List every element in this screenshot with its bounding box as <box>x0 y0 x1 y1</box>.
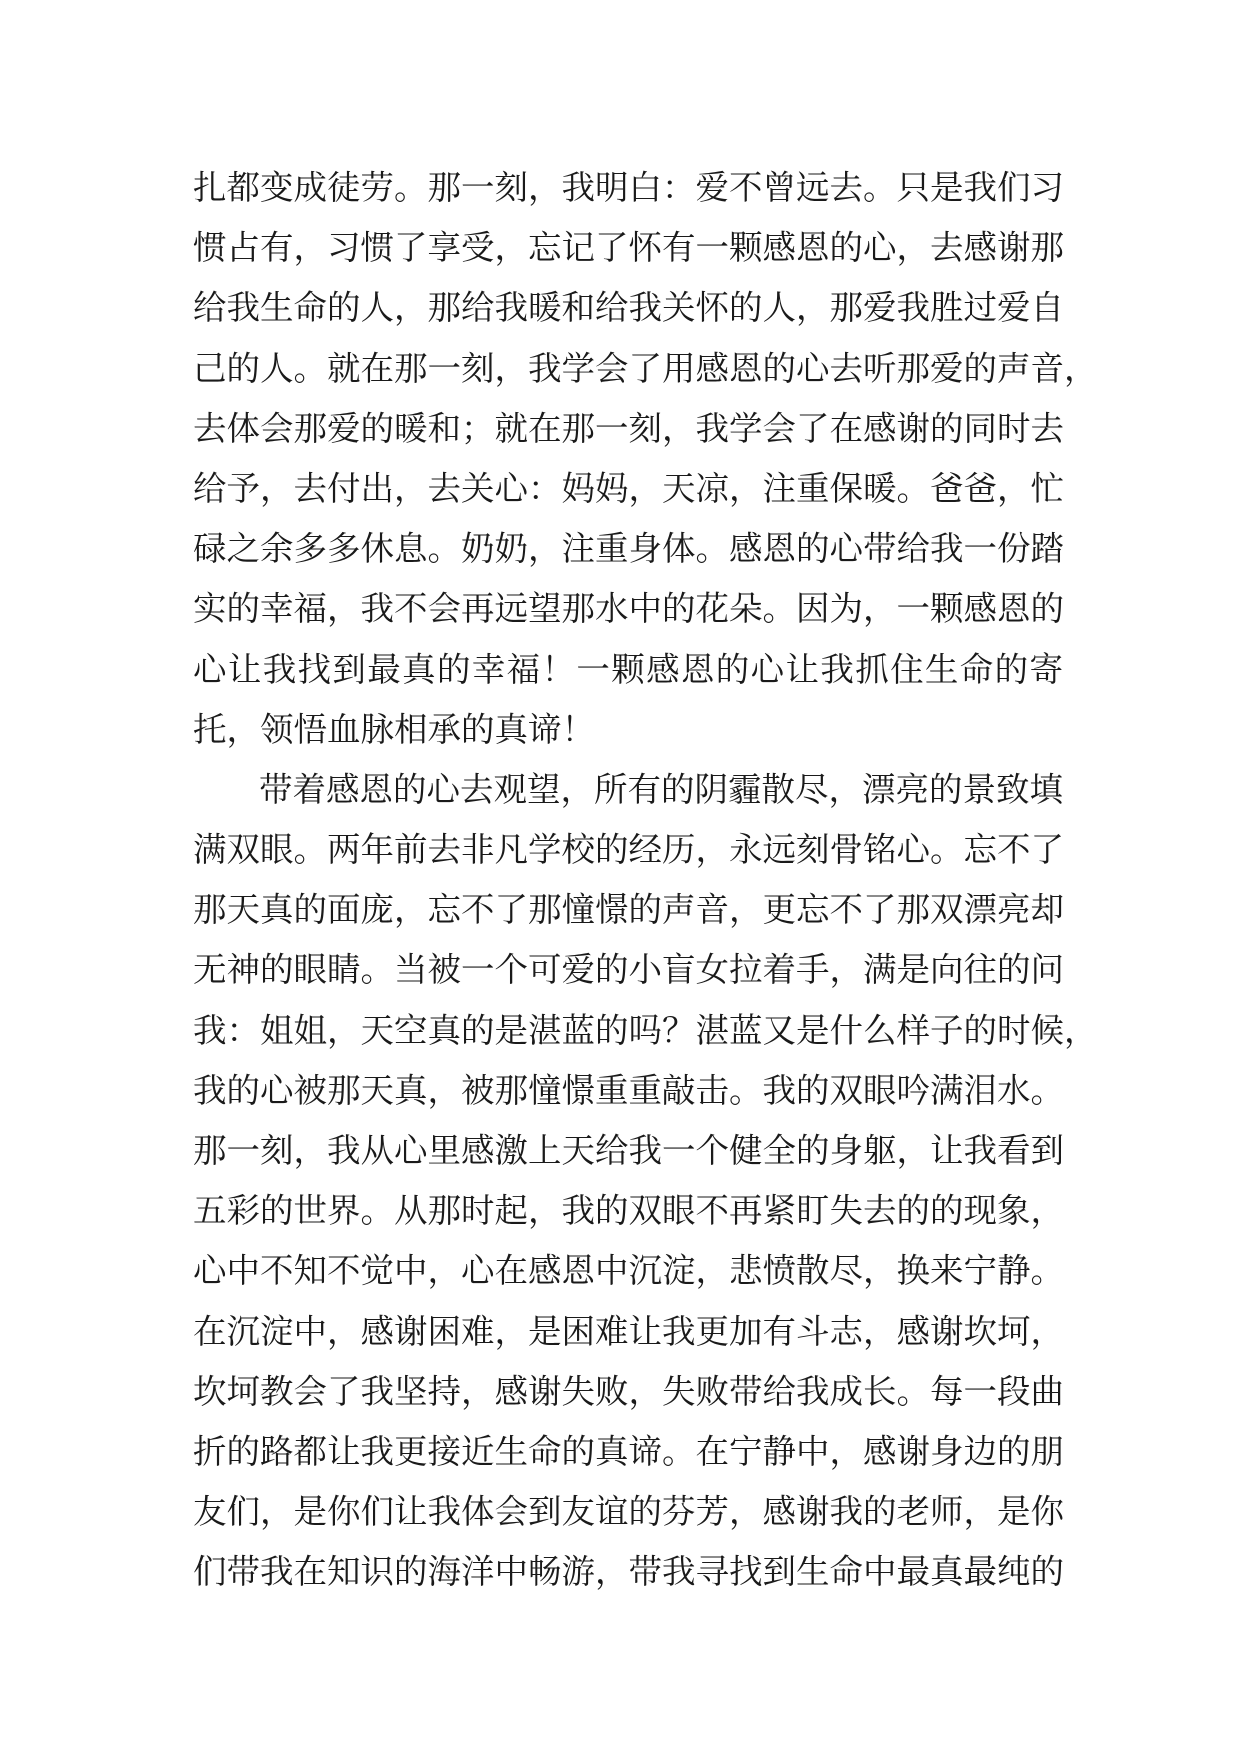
text-line: 无神的眼睛。当被一个可爱的小盲女拉着手，满是向往的问 <box>193 950 1064 990</box>
text-line: 折的路都让我更接近生命的真谛。在宁静中，感谢身边的朋 <box>193 1431 1064 1471</box>
text-line: 碌之余多多休息。奶奶，注重身体。感恩的心带给我一份踏 <box>193 529 1064 569</box>
text-line: 实的幸福，我不会再远望那水中的花朵。因为，一颗感恩的 <box>193 589 1064 629</box>
paragraph-end-line: 托，领悟血脉相承的真谛！ <box>193 709 595 749</box>
paragraph-first-line: 带着感恩的心去观望，所有的阴霾散尽，漂亮的景致填 <box>259 769 1063 809</box>
text-line: 扎都变成徒劳。那一刻，我明白：爱不曾远去。只是我们习 <box>193 168 1064 207</box>
text-line: 惯占有，习惯了享受，忘记了怀有一颗感恩的心，去感谢那 <box>193 228 1064 268</box>
text-line: 友们，是你们让我体会到友谊的芬芳，感谢我的老师，是你 <box>193 1492 1064 1532</box>
text-line: 那天真的面庞，忘不了那憧憬的声音，更忘不了那双漂亮却 <box>193 890 1064 930</box>
text-line: 我的心被那天真，被那憧憬重重敲击。我的双眼吟满泪水。 <box>193 1070 1064 1110</box>
text-line: 给我生命的人，那给我暖和给我关怀的人，那爱我胜过爱自 <box>193 288 1064 328</box>
text-line: 己的人。就在那一刻，我学会了用感恩的心去听那爱的声音， <box>193 348 1098 388</box>
text-line: 那一刻，我从心里感激上天给我一个健全的身躯，让我看到 <box>193 1131 1064 1170</box>
text-line: 坎坷教会了我坚持，感谢失败，失败带给我成长。每一段曲 <box>193 1371 1064 1411</box>
text-line: 给予，去付出，去关心：妈妈，天凉，注重保暖。爸爸，忙 <box>193 468 1064 508</box>
text-line: 满双眼。两年前去非凡学校的经历，永远刻骨铭心。忘不了 <box>193 830 1064 870</box>
text-line: 五彩的世界。从那时起，我的双眼不再紧盯失去的的现象， <box>193 1191 1064 1231</box>
text-line: 心让我找到最真的幸福！一颗感恩的心让我抓住生命的寄 <box>193 649 1063 689</box>
text-line: 我：姐姐，天空真的是湛蓝的吗？湛蓝又是什么样子的时候， <box>193 1010 1098 1050</box>
document-body <box>193 158 1098 1603</box>
text-line: 在沉淀中，感谢困难，是困难让我更加有斗志，感谢坎坷， <box>193 1311 1064 1351</box>
text-line: 心中不知不觉中，心在感恩中沉淀，悲愤散尽，换来宁静。 <box>193 1251 1064 1291</box>
text-line: 去体会那爱的暖和；就在那一刻，我学会了在感谢的同时去 <box>193 408 1064 448</box>
text-line: 们带我在知识的海洋中畅游，带我寻找到生命中最真最纯的 <box>193 1552 1064 1592</box>
